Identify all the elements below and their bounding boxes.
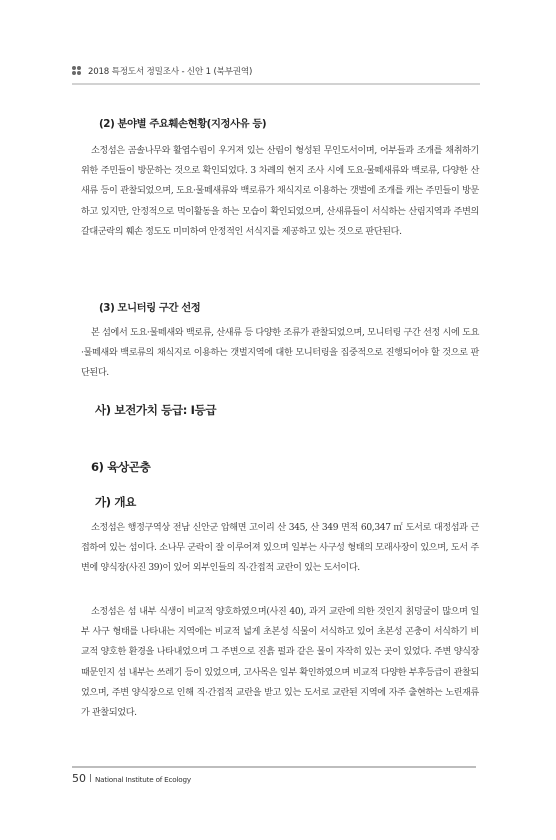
paragraph-overview-1: 소정섬은 행정구역상 전남 신안군 압해면 고이리 산 345, 산 349 면적 60,347 ㎡ 도서로 대정섬과 근접하여 있는 섬이다. 소나무 군락이 잘 이루어져 있으며 일부는 사구성 형태의 모래사장이 있으며, 도서 주변에 양식장(사진 39)이 있어 외부인들의 직·간접적 교란이 있는 도서이다.	[81, 523, 479, 574]
section-heading-monitoring: (3) 모니터링 구간 선정	[99, 302, 201, 314]
header-title: 2018 특정도서 정밀조사 - 신안 1 (북부권역)	[88, 67, 253, 77]
insect-section-heading: 6) 육상곤충	[91, 460, 151, 474]
footer-separator	[90, 774, 91, 782]
footer-divider	[72, 766, 476, 768]
conservation-grade-heading: 사) 보전가치 등급: Ⅰ등급	[95, 403, 217, 417]
header-dots-icon	[72, 66, 84, 76]
section-heading-damage: (2) 분야별 주요훼손현황(지정사유 등)	[99, 118, 267, 130]
page-number: 50	[72, 772, 86, 785]
paragraph-damage: 소정섬은 곰솔나무와 활엽수림이 우거져 있는 산림이 형성된 무인도서이며, 어부들과 조개를 채취하기 위한 주민들이 방문하는 것으로 확인되었다. 3 차례의 현지 조사 시에 도요·물떼새류와 백로류, 다양한 산새류 등이 관찰되었으며, 도요·물떼새류와 백로류가 채식지로 이용하는 갯벌에 조개를 캐는 주민들이 방문하고 있지만, 안정적으로 먹이활동을 하는 모습이 확인되었으며, 산새류들이 서식하는 산림지역과 주변의 갈대군락의 훼손 정도도 미미하여 안정적인 서식지를 제공하고 있는 것으로 판단된다.	[81, 146, 479, 237]
running-header	[72, 64, 480, 78]
paragraph-overview-2: 소정섬은 섬 내부 식생이 비교적 양호하였으며(사진 40), 과거 교란에 의한 것인지 칡덩굴이 많으며 일부 사구 형태를 나타내는 지역에는 비교적 넓게 초본성 식물이 서식하고 있어 초본성 곤충이 서식하기 비교적 양호한 환경을 나타내었으며 그 주변으로 진흙 펄과 같은 물이 자작히 있는 곳이 있었다. 주변 양식장 때문인지 섬 내부는 쓰레기 등이 있었으며, 고사목은 일부 확인하였으며 비교적 다양한 부후등급이 관찰되었으며, 주변 양식장으로 인해 직·간접적 교란을 받고 있는 도서로 교란된 지역에 자주 출현하는 노린재류가 관찰되었다.	[81, 607, 479, 719]
footer-institute: National Institute of Ecology	[95, 775, 191, 784]
header-divider	[72, 83, 480, 85]
page-footer	[72, 766, 476, 785]
overview-heading: 가) 개요	[95, 495, 136, 509]
paragraph-monitoring: 본 섬에서 도요·물떼새와 백로류, 산새류 등 다양한 조류가 관찰되었으며, 모니터링 구간 선정 시에 도요·물떼새와 백로류의 채식지로 이용하는 갯벌지역에 대한 모니터링을 집중적으로 진행되어야 할 것으로 판단된다.	[81, 328, 479, 379]
